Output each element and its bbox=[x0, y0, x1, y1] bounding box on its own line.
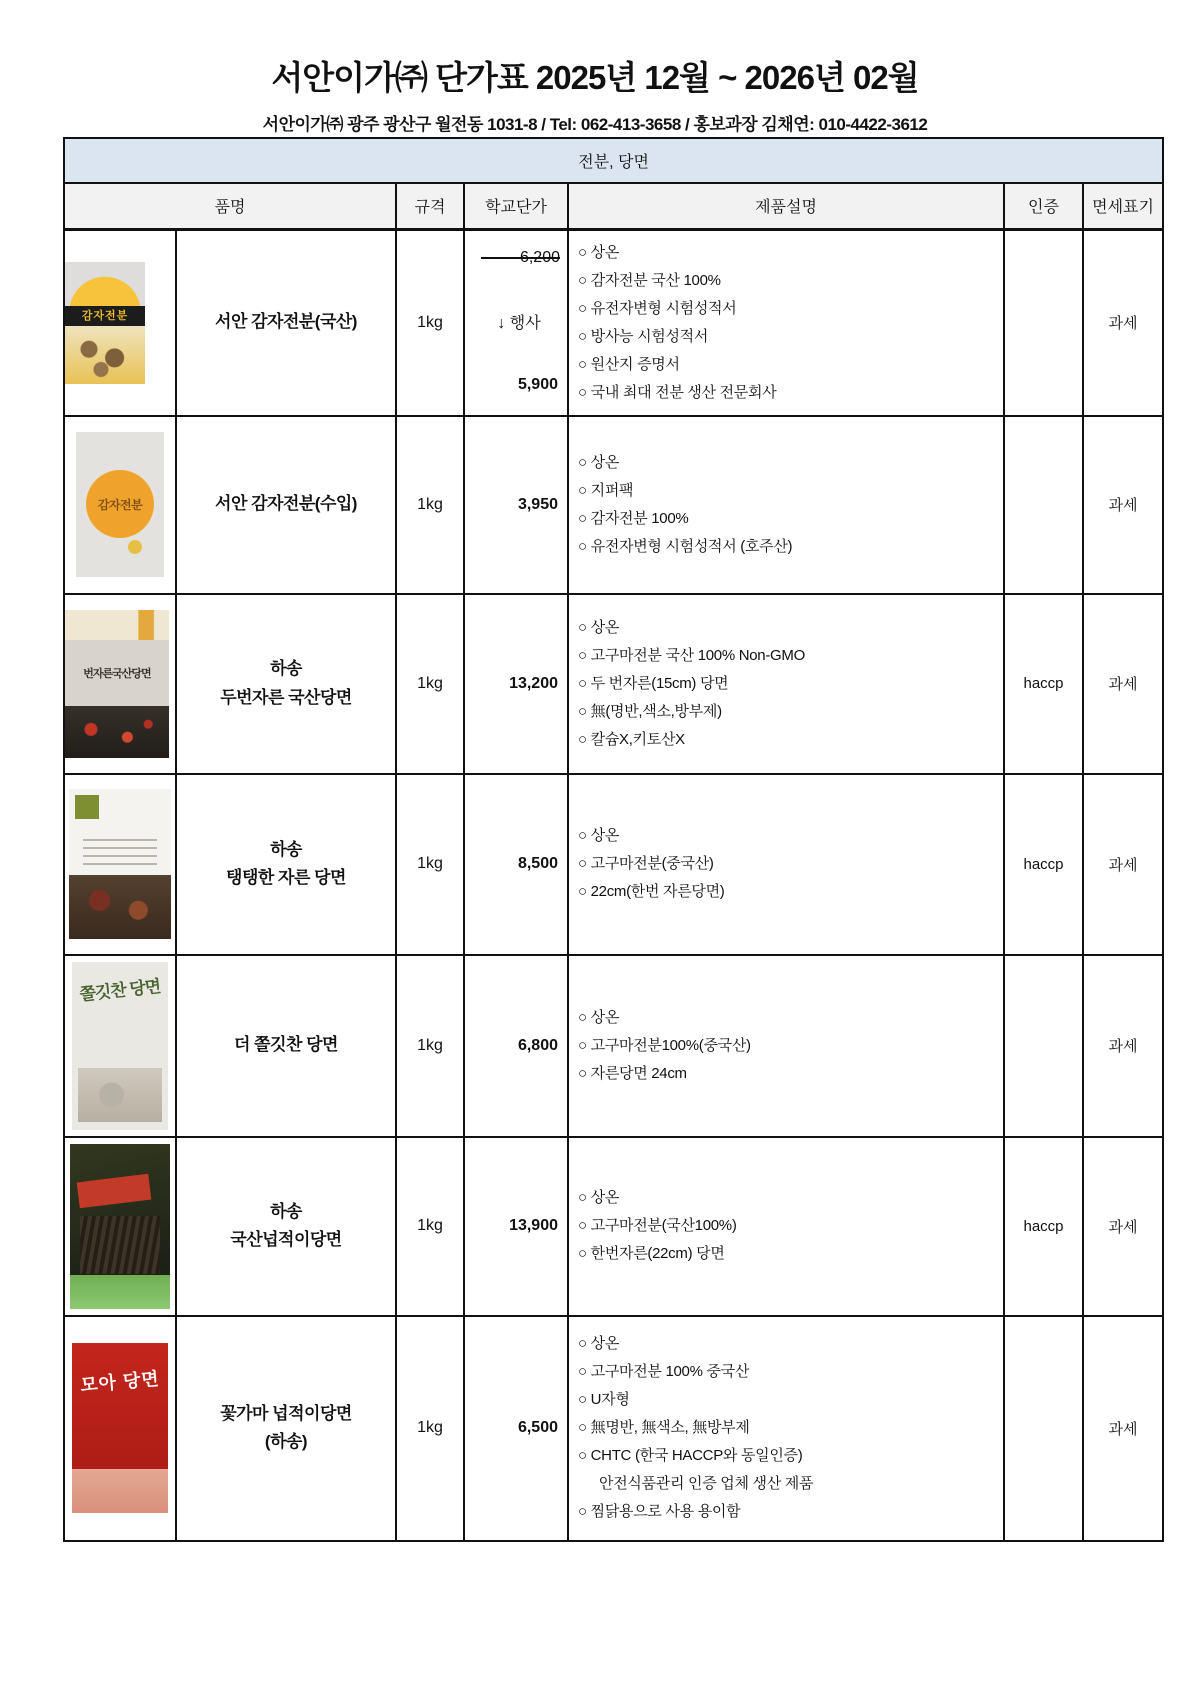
price: 13,200 bbox=[509, 674, 558, 692]
section-title: 전분, 당면 bbox=[64, 138, 1163, 183]
product-name: 하송 두번자른 국산당면 bbox=[176, 594, 396, 774]
col-header-cert: 인증 bbox=[1004, 183, 1083, 229]
product-price-cell bbox=[464, 229, 568, 416]
table-row bbox=[64, 1316, 1163, 1541]
price: 3,950 bbox=[517, 495, 558, 513]
col-header-price: 학교단가 bbox=[464, 183, 568, 229]
product-image-cell bbox=[64, 594, 176, 774]
certification: haccp bbox=[1004, 594, 1083, 774]
package-art bbox=[65, 262, 145, 306]
product-image-cell bbox=[64, 1316, 176, 1541]
table-row bbox=[64, 594, 1163, 774]
product-description: ○ 상온 ○ 지퍼팩 ○ 감자전분 100% ○ 유전자변형 시험성적서 (호주산) bbox=[568, 416, 1004, 594]
product-image bbox=[72, 962, 168, 1130]
product-image-cell bbox=[64, 774, 176, 955]
product-image bbox=[72, 1343, 168, 1513]
tax-marking: 과세 bbox=[1083, 594, 1163, 774]
product-name: 더 쫄깃찬 당면 bbox=[176, 955, 396, 1137]
tax-marking: 과세 bbox=[1083, 1316, 1163, 1541]
tax-marking: 과세 bbox=[1083, 774, 1163, 955]
product-name: 서안 감자전분(국산) bbox=[176, 229, 396, 416]
package-art bbox=[69, 875, 171, 939]
product-image bbox=[76, 432, 164, 577]
certification bbox=[1004, 416, 1083, 594]
package-label: 모아 당면 bbox=[79, 1368, 161, 1396]
package-art bbox=[128, 540, 142, 554]
package-art bbox=[65, 706, 169, 758]
product-description: ○ 상온 ○ 감자전분 국산 100% ○ 유전자변형 시험성적서 ○ 방사능 시험성적서 ○ 원산지 증명서 ○ 국내 최대 전분 생산 전문회사 bbox=[568, 229, 1004, 416]
certification: haccp bbox=[1004, 774, 1083, 955]
product-spec: 1kg bbox=[396, 955, 464, 1137]
table-row bbox=[64, 229, 1163, 416]
certification bbox=[1004, 229, 1083, 416]
product-image bbox=[65, 262, 145, 384]
product-description: ○ 상온 ○ 고구마전분(국산100%) ○ 한번자른(22cm) 당면 bbox=[568, 1137, 1004, 1316]
tax-marking: 과세 bbox=[1083, 955, 1163, 1137]
package-art bbox=[75, 795, 99, 819]
price: 6,800 bbox=[517, 1036, 558, 1054]
package-art bbox=[72, 1469, 168, 1513]
price: 8,500 bbox=[517, 855, 558, 872]
product-description: ○ 상온 ○ 고구마전분 100% 중국산 ○ U자형 ○ 無명반, 無색소, 無방부제 ○ CHTC (한국 HACCP와 동일인증) 안전식품관리 인증 업체 생산 제품 ○ 찜닭용으로 사용 용이함 bbox=[568, 1316, 1004, 1541]
product-price-cell bbox=[464, 1137, 568, 1316]
product-description: ○ 상온 ○ 고구마전분100%(중국산) ○ 자른당면 24cm bbox=[568, 955, 1004, 1137]
price-stack bbox=[465, 241, 567, 404]
col-header-tax: 면세표기 bbox=[1083, 183, 1163, 229]
package-label: 번자른국산당면 bbox=[65, 640, 169, 706]
product-image-cell bbox=[64, 955, 176, 1137]
package-label: 감자전분 bbox=[86, 470, 154, 538]
col-header-desc: 제품설명 bbox=[568, 183, 1004, 229]
package-label: 감자전분 bbox=[65, 306, 145, 326]
package-label: 쫄깃찬 당면 bbox=[78, 976, 162, 1004]
price: 6,500 bbox=[517, 1419, 558, 1436]
product-image bbox=[65, 610, 169, 758]
product-image-cell bbox=[64, 1137, 176, 1316]
table-row bbox=[64, 774, 1163, 955]
package-art bbox=[78, 1068, 162, 1122]
package-art bbox=[77, 1173, 152, 1208]
price: 13,900 bbox=[509, 1217, 558, 1234]
product-name: 하송 탱탱한 자른 당면 bbox=[176, 774, 396, 955]
product-image bbox=[69, 789, 171, 939]
product-price-cell bbox=[464, 594, 568, 774]
tax-marking: 과세 bbox=[1083, 229, 1163, 416]
page-subtitle: 서안이가㈜ 광주 광산구 월전동 1031-8 / Tel: 062-413-3658 / 홍보과장 김채연: 010-4422-3612 bbox=[262, 115, 928, 134]
table-row bbox=[64, 1137, 1163, 1316]
product-name: 꽃가마 넙적이당면 (하송) bbox=[176, 1316, 396, 1541]
tax-marking: 과세 bbox=[1083, 416, 1163, 594]
strike-line bbox=[481, 257, 523, 259]
certification bbox=[1004, 1316, 1083, 1541]
product-name: 하송 국산넙적이당면 bbox=[176, 1137, 396, 1316]
product-image-cell bbox=[64, 416, 176, 594]
col-header-spec: 규격 bbox=[396, 183, 464, 229]
product-spec: 1kg bbox=[396, 594, 464, 774]
product-price-cell bbox=[464, 416, 568, 594]
product-name: 서안 감자전분(수입) bbox=[176, 416, 396, 594]
certification bbox=[1004, 955, 1083, 1137]
product-image-cell bbox=[64, 229, 176, 416]
page-title: 서안이가㈜ 단가표 2025년 12월 ~ 2026년 02월 bbox=[271, 59, 919, 96]
tax-marking: 과세 bbox=[1083, 1137, 1163, 1316]
product-price-cell bbox=[464, 774, 568, 955]
col-header-name: 품명 bbox=[64, 183, 396, 229]
section-header-row bbox=[64, 138, 1163, 183]
event-label: ↓ 행사 bbox=[497, 315, 541, 332]
column-header-row bbox=[64, 183, 1163, 229]
product-spec: 1kg bbox=[396, 229, 464, 416]
product-spec: 1kg bbox=[396, 1137, 464, 1316]
table-row bbox=[64, 416, 1163, 594]
package-art bbox=[83, 833, 157, 867]
old-price: 6,200 bbox=[465, 249, 567, 267]
product-price-cell bbox=[464, 955, 568, 1137]
product-spec: 1kg bbox=[396, 774, 464, 955]
package-art bbox=[80, 1216, 160, 1274]
package-art bbox=[70, 1275, 170, 1309]
package-art bbox=[65, 326, 145, 384]
product-spec: 1kg bbox=[396, 1316, 464, 1541]
table-row bbox=[64, 955, 1163, 1137]
product-spec: 1kg bbox=[396, 416, 464, 594]
package-art bbox=[65, 610, 169, 640]
product-price-cell bbox=[464, 1316, 568, 1541]
certification: haccp bbox=[1004, 1137, 1083, 1316]
price-table bbox=[63, 137, 1164, 1542]
product-image bbox=[70, 1144, 170, 1309]
product-description: ○ 상온 ○ 고구마전분 국산 100% Non-GMO ○ 두 번자른(15cm) 당면 ○ 無(명반,색소,방부제) ○ 칼슘X,키토산X bbox=[568, 594, 1004, 774]
sale-price: 5,900 bbox=[517, 376, 558, 393]
product-description: ○ 상온 ○ 고구마전분(중국산) ○ 22cm(한번 자른당면) bbox=[568, 774, 1004, 955]
